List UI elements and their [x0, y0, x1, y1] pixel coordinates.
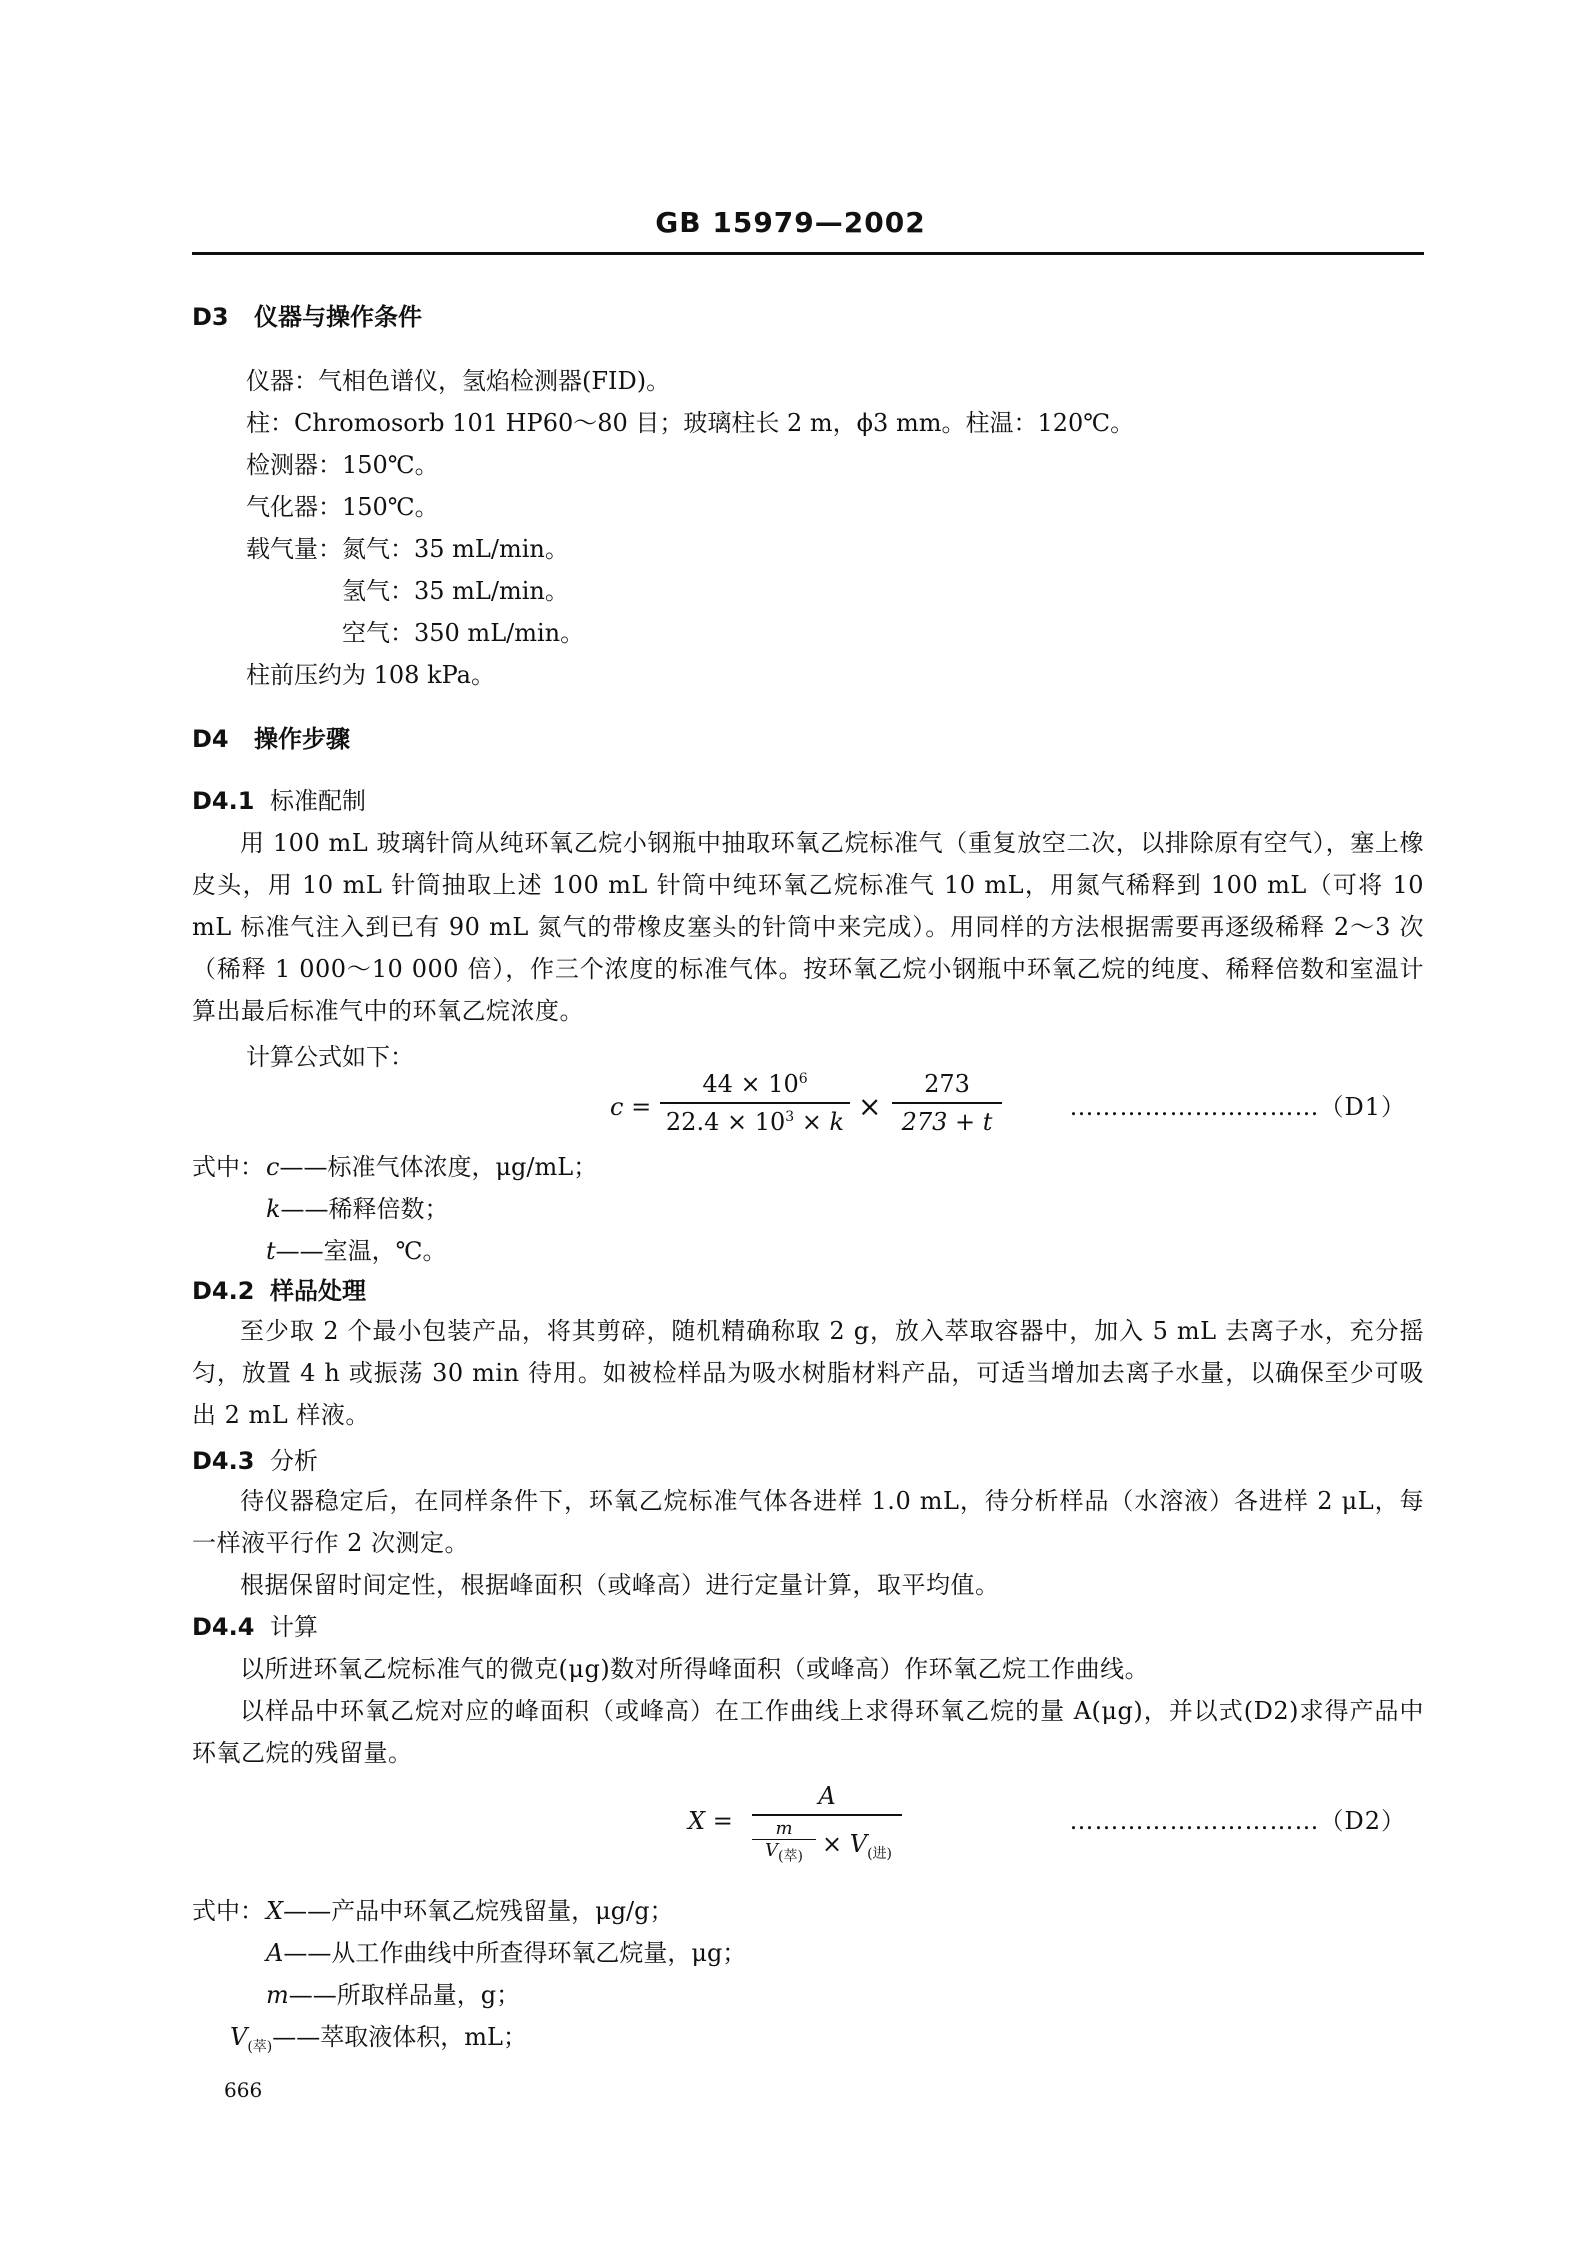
subsection-title: 标准配制: [270, 787, 366, 815]
subsection-number: D4.3: [192, 1447, 255, 1475]
formula-d2-fraction: [752, 1782, 902, 1880]
fraction-numerator: A: [818, 1782, 836, 1810]
subsection-number: D4.4: [192, 1613, 255, 1641]
d44-body: 以所进环氧乙烷标准气的微克(μg)数对所得峰面积（或峰高）作环氧乙烷工作曲线。: [240, 1655, 1150, 1683]
d3-line-5: 载气量：氮气：35 mL/min。: [246, 535, 569, 563]
section-title: 操作步骤: [254, 725, 350, 753]
subsection-number: D4.2: [192, 1277, 255, 1305]
header-rule: [192, 252, 1424, 255]
d3-line-4: 气化器：150℃。: [246, 493, 439, 521]
d42-body: 至少取 2 个最小包装产品，将其剪碎，随机精确称取 2 g，放入萃取容器中，加入 5 mL 去离子水，充分摇匀，放置 4 h 或振荡 30 min 待用。如被检样品为吸水树脂材料产品，可适当增加去离子水量，以确保至少可吸出 2 mL 样液。: [192, 1317, 1424, 1429]
fraction-denominator: 273 + t: [901, 1108, 993, 1136]
d3-line-6: 氢气：35 mL/min。: [342, 577, 569, 605]
subsection-d42-heading: [192, 1276, 366, 1306]
section-number: D4: [192, 725, 229, 753]
subsection-title: 计算: [270, 1613, 318, 1641]
d44-where-m: m——所取样品量，g；: [266, 1981, 521, 2009]
d44-where-label: 式中：: [192, 1897, 264, 1925]
inner-fraction: m $V_{(萃)}$: [752, 1818, 816, 1866]
d44-body-2: 以样品中环氧乙烷对应的峰面积（或峰高）在工作曲线上求得环氧乙烷的量 A(μg)，并以式(D2)求得产品中环氧乙烷的残留量。: [192, 1697, 1424, 1767]
d43-body: 待仪器稳定后，在同样条件下，环氧乙烷标准气体各进样 1.0 mL，待分析样品（水溶液）各进样 2 μL，每一样液平行作 2 次测定。: [192, 1487, 1424, 1557]
section-title: 仪器与操作条件: [254, 303, 422, 331]
subsection-title: 样品处理: [270, 1277, 366, 1305]
formula-d1-times: ×: [858, 1090, 882, 1123]
formula-d1-lhs: c =: [610, 1093, 652, 1121]
d3-line-8: 柱前压约为 108 kPa。: [246, 661, 495, 689]
d44-where-a: A——从工作曲线中所查得环氧乙烷量，μg；: [266, 1939, 747, 1967]
d3-line-7: 空气：350 mL/min。: [342, 619, 585, 647]
subsection-d41-heading: [192, 786, 366, 816]
d41-formula-intro: 计算公式如下：: [246, 1043, 414, 1071]
formula-d2-lhs: X =: [688, 1807, 733, 1835]
subsection-title: 分析: [270, 1447, 318, 1475]
d41-where-c: c——标准气体浓度，μg/mL；: [266, 1153, 598, 1181]
subsection-number: D4.1: [192, 787, 255, 815]
d3-line-3: 检测器：150℃。: [246, 451, 439, 479]
subsection-d43-heading: [192, 1446, 318, 1476]
section-d4-heading: [192, 724, 350, 754]
d43-body-2: 根据保留时间定性，根据峰面积（或峰高）进行定量计算，取平均值。: [240, 1571, 1000, 1599]
d41-where-t: t——室温，℃。: [266, 1237, 447, 1265]
fraction-denominator: m $V_{(萃)}$ × $V_{(进)}$: [752, 1816, 902, 1880]
formula-d1-fraction-1: [660, 1070, 850, 1136]
d3-line-1: 仪器：气相色谱仪，氢焰检测器(FID)。: [246, 367, 671, 395]
d41-body: 用 100 mL 玻璃针筒从纯环氧乙烷小钢瓶中抽取环氧乙烷标准气（重复放空二次，以排除原有空气），塞上橡皮头，用 10 mL 针筒抽取上述 100 mL 针筒中纯环氧乙烷标准气 10 mL，用氮气稀释到 100 mL（可将 10 mL 标准气注入到已有 90 mL 氮气的带橡皮塞头的针筒中来完成）。用同样的方法根据需要再逐级稀释 2～3 次（稀释 1 000～10 000 倍），作三个浓度的标准气体。按环氧乙烷小钢瓶中环氧乙烷的纯度、稀释倍数和室温计算出最后标准气中的环氧乙烷浓度。: [192, 829, 1424, 1025]
page-number: 666: [224, 2078, 263, 2102]
d41-where-label: 式中：: [192, 1153, 264, 1181]
section-number: D3: [192, 303, 229, 331]
fraction-numerator: $44 \times 10^6$: [702, 1070, 808, 1098]
section-d3-heading: [192, 302, 422, 332]
fraction-numerator: 273: [924, 1070, 970, 1098]
formula-d1-fraction-2: [892, 1070, 1002, 1136]
d44-where-x: X——产品中环氧乙烷残留量，μg/g；: [266, 1897, 674, 1925]
running-header: GB 15979—2002: [655, 206, 926, 239]
d44-where-v: $V_{(萃)}——$萃取液体积，mL；: [230, 2023, 527, 2055]
formula-d1-number: …………………………（D1）: [1069, 1093, 1406, 1121]
subsection-d44-heading: [192, 1612, 318, 1642]
fraction-denominator: $22.4 \times 10^3 \times k$: [665, 1108, 845, 1136]
formula-d2-number: …………………………（D2）: [1069, 1807, 1406, 1835]
d41-where-k: k——稀释倍数；: [266, 1195, 449, 1223]
d3-line-2: 柱：Chromosorb 101 HP60～80 目；玻璃柱长 2 m，ϕ3 mm。柱温：120℃。: [246, 409, 1135, 437]
